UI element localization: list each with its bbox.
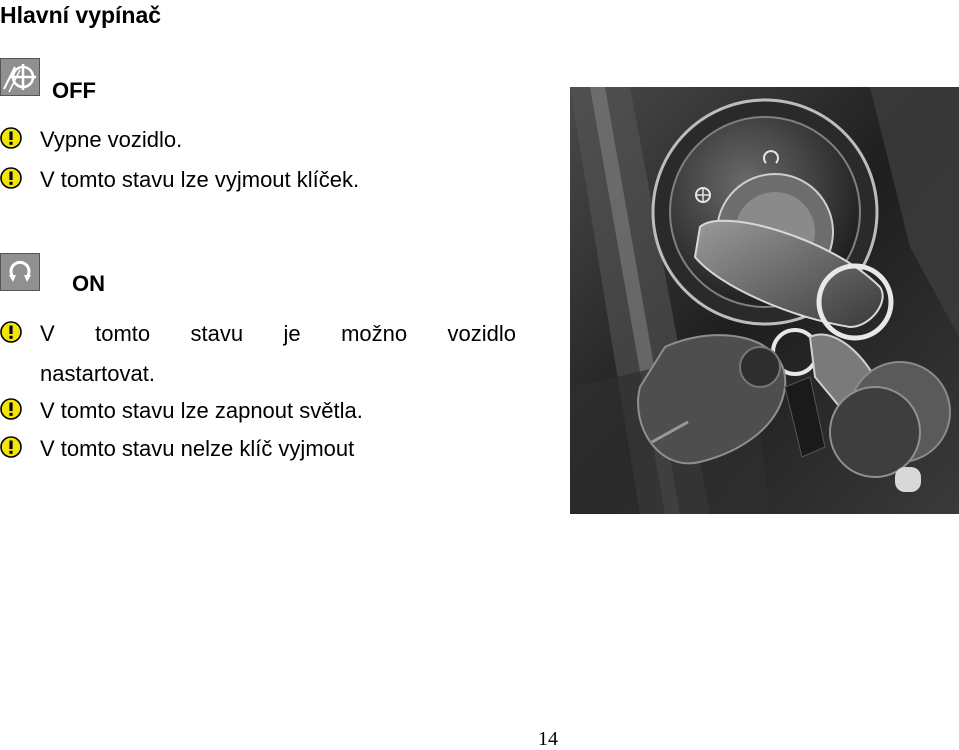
ignition-on-icon <box>0 253 40 291</box>
on-item-1-continuation: nastartovat. <box>40 361 155 386</box>
page-number: 14 <box>538 728 558 750</box>
warning-icon <box>0 321 22 343</box>
page-title: Hlavní vypínač <box>0 2 162 28</box>
warning-icon <box>0 436 22 458</box>
on-item-3: V tomto stavu nelze klíč vyjmout <box>40 436 355 461</box>
on-label: ON <box>72 271 105 296</box>
on-item-2: V tomto stavu lze zapnout světla. <box>40 398 363 423</box>
on-item-1-word: je <box>283 321 301 346</box>
on-item-1-word: V <box>40 321 55 346</box>
on-item-1 <box>40 321 516 347</box>
on-item-1-word: stavu <box>190 321 244 346</box>
warning-icon <box>0 127 22 149</box>
on-item-1-word: možno <box>341 321 408 346</box>
off-item-1: Vypne vozidlo. <box>40 127 183 152</box>
warning-icon <box>0 167 22 189</box>
off-item-2: V tomto stavu lze vyjmout klíček. <box>40 167 360 192</box>
ignition-key-switch-photo <box>570 87 959 514</box>
warning-icon <box>0 398 22 420</box>
ignition-off-icon <box>0 58 40 96</box>
on-item-1-word: vozidlo <box>447 321 516 346</box>
on-item-1-word: tomto <box>95 321 151 346</box>
off-label: OFF <box>52 78 96 103</box>
